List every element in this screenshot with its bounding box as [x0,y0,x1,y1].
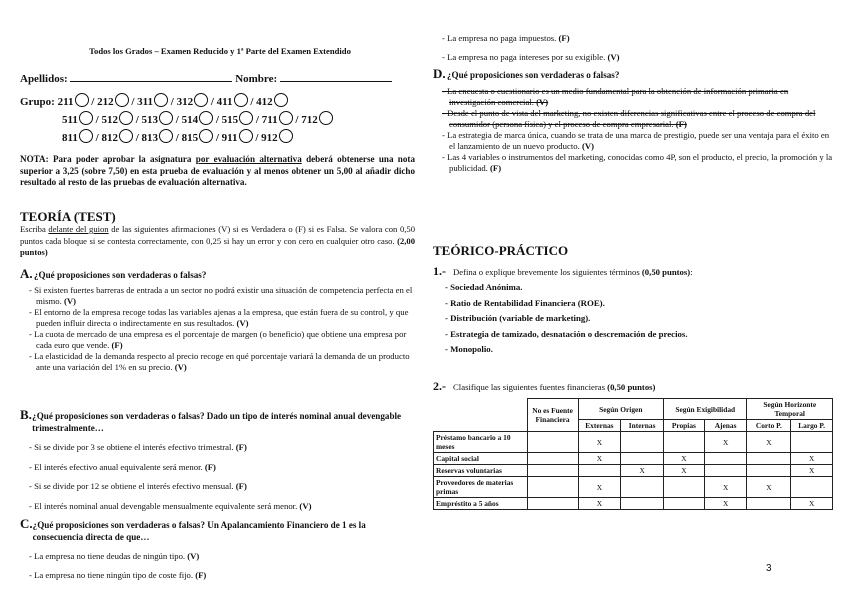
statement-item: - La encuesta o cuestionario es un medio fundamental para la obtención de información primaria en investigación comercial. (V) [442,86,789,107]
section-question: ¿Qué proposiciones son verdaderas o falsas? [34,270,207,280]
answer-mark: (V) [299,500,312,511]
section-letter: B. [20,407,32,422]
table-cell: X [704,432,747,453]
group-code: 212 [97,96,114,108]
answer-mark: (V) [536,97,549,107]
separator: / [128,96,138,108]
header-no-es-fuente: No es Fuente Financiera [527,399,578,432]
grupo-row-1 [20,93,288,108]
group-code: 811 [62,132,78,144]
question-number: 2.- [433,379,446,393]
statement-item: - La elasticidad de la demanda respecto al precio recoge en qué porcentaje variará la demanda de un producto ante una variación del 1% en su precio. (V) [29,351,410,372]
group-checkbox[interactable] [79,111,93,125]
table-cell [527,432,578,453]
group-checkbox[interactable] [319,111,333,125]
section-d-items [433,86,833,174]
statement-item: - La cuota de mercado de una empresa es el porcentaje de margen (o beneficio) que obtiene una empresa por cada euro que vende. (F) [29,329,407,350]
answer-mark: (V) [607,52,620,62]
apellidos-line [20,73,392,85]
subheader-cell: Ajenas [704,420,747,432]
table-cell: X [791,498,833,510]
table-cell [704,453,747,465]
teorico-practico-heading: TEÓRICO-PRÁCTICO [433,243,569,258]
grupo-label: Grupo: [20,96,55,108]
group-options-row-2 [62,114,333,126]
table-cell: X [664,453,705,465]
table-cell [578,465,621,477]
table-cell: X [621,465,664,477]
table-row [434,453,833,465]
group-checkbox[interactable] [279,129,293,143]
group-code: 312 [176,96,194,108]
group-checkbox[interactable] [75,93,89,107]
answer-mark: (F) [675,119,687,129]
term-item: - Sociedad Anónima. [445,282,523,292]
section-question: ¿Qué proposiciones son verdaderas o falsas? [447,70,620,80]
group-checkbox[interactable] [279,111,293,125]
answer-mark: (V) [64,296,77,306]
table-cell [664,477,705,498]
statement-item: - El entorno de la empresa recoge todas las variables ajenas a la empresa, que están fuera de su control, y que pueden influir directa o indirectamente en sus resultados. (V) [29,307,409,328]
group-code: 712 [301,114,318,126]
term-item: - Monopolio. [445,344,493,354]
section-letter: A. [20,266,33,281]
group-checkbox[interactable] [115,93,129,107]
group-options-row-1 [58,96,288,108]
separator: / [92,114,102,126]
table-body [434,432,833,510]
group-checkbox[interactable] [274,93,288,107]
nombre-label: Nombre: [235,73,278,85]
header-origen: Según Origen [578,399,664,420]
group-code: 515 [221,114,239,126]
terms-list [433,280,833,358]
statement-item: - La estrategia de marca única, cuando se trata de una marca de prestigio, puede ser una ventaja para el éxito en el lanzamiento de un nuevo producto. (V) [442,130,830,151]
group-code: 412 [256,96,273,108]
separator: / [92,132,102,144]
group-checkbox[interactable] [159,129,173,143]
section-letter: D. [433,66,446,81]
table-cell: X [791,453,833,465]
section-question: ¿Qué proposiciones son verdaderas o falsas? Un Apalancamiento Financiero de 1 es la consecuencia directa de que… [32,520,366,542]
statement-item: - La empresa no tiene deudas de ningún tipo. (V) [29,551,200,561]
apellidos-field[interactable] [70,81,232,82]
table-cell [527,498,578,510]
group-options-row-3 [62,132,293,144]
question-1: 1.- Defina o explique brevemente los siguientes términos (0,50 puntos): - Sociedad Anónima. - Ratio de Rentabilidad Financiera (ROE). - Distribución (variable de marketing). - Estrategia de tamizado, desnatación o descremación de precios. - Monopolio. [433,264,833,358]
table-cell: X [578,453,621,465]
section-question: ¿Qué proposiciones son verdaderas o falsas? Dado un tipo de interés nominal anual devengable trimestralmente… [32,411,402,433]
section-a-items [20,285,416,373]
page-number: 3 [766,563,772,574]
exam-header: Todos los Grados – Examen Reducido y 1ª Parte del Examen Extendido [89,46,351,56]
term-item: - Distribución (variable de marketing). [445,313,591,323]
header-horizonte: Según Horizonte Temporal [747,399,833,420]
section-c-items [20,547,416,585]
group-code: 311 [137,96,154,108]
answer-mark: (F) [111,340,123,350]
separator: / [208,96,217,108]
teoria-intro: Escriba delante del guion de las siguientes afirmaciones (V) si es Verdadera o (F) si es Falsa. Se valora con 0,50 puntos cada bloque si se contesta correctamente, con 0,25 si hay un error y con cero en cualquier otro caso. (2,00 puntos) [20,224,415,257]
question-number: 1.- [433,264,446,278]
answer-mark: (F) [195,570,207,580]
answer-mark: (F) [235,442,247,452]
answer-mark: (F) [558,33,570,43]
separator: / [213,114,222,126]
answer-mark: (F) [490,163,502,173]
table-cell: X [664,465,705,477]
group-checkbox[interactable] [239,129,253,143]
group-checkbox[interactable] [119,111,133,125]
statement-item: - Si se divide por 12 se obtiene el interés efectivo mensual. (F) [29,481,247,491]
group-code: 514 [181,114,199,126]
table-cell: X [747,432,791,453]
table-cell: X [791,465,833,477]
grupo-row-2 [62,111,333,126]
table-cell: X [578,477,621,498]
table-cell [747,498,791,510]
group-code: 511 [62,114,78,126]
group-checkbox[interactable] [194,93,208,107]
answer-mark: (V) [581,141,594,151]
statement-item: - Desde el punto de vista del marketing, no existen diferencias significativas entre el proceso de compra del consumidor (persona física) y el proceso de compra empresarial. (F) [442,108,816,129]
table-cell: X [704,498,747,510]
table-cell [791,477,833,498]
answer-mark: (V) [236,318,249,328]
header-exigibilidad: Según Exigibilidad [664,399,747,420]
separator: / [292,114,302,126]
table-cell [664,432,705,453]
table-cell [621,498,664,510]
group-code: 812 [101,132,118,144]
group-checkbox[interactable] [159,111,173,125]
table-cell [621,432,664,453]
row-label: Préstamo bancario a 10 meses [434,432,528,453]
group-code: 711 [261,114,278,126]
separator: / [168,96,177,108]
nombre-field[interactable] [280,81,392,82]
table-cell [664,498,705,510]
row-label: Proveedores de materias primas [434,477,528,498]
question-2: 2.- Clasifique las siguientes fuentes financieras (0,50 puntos) [433,379,656,393]
table-cell [747,453,791,465]
teoria-heading: TEORÍA (TEST) [20,209,116,224]
separator: / [213,132,222,144]
separator: / [247,96,257,108]
group-code: 512 [101,114,118,126]
table-cell [527,465,578,477]
statement-item: - Si se divide por 3 se obtiene el interés efectivo trimestral. (F) [29,442,247,452]
answer-mark: (F) [235,481,247,491]
section-b [20,407,416,516]
table-row [434,498,833,510]
separator: / [252,132,262,144]
answer-mark: (V) [187,551,200,561]
statement-item: - La empresa no paga impuestos. (F) [442,33,570,43]
group-code: 813 [141,132,159,144]
statement-item: - El interés nominal anual devengable mensualmente equivalente será menor. (V) [29,500,312,511]
separator: / [173,114,182,126]
table-cell [621,453,664,465]
separator: / [132,114,142,126]
term-item: - Estrategia de tamizado, desnatación o descremación de precios. [445,328,688,339]
section-b-items [20,438,416,516]
answer-mark: (V) [174,362,187,372]
table-row [434,432,833,453]
group-checkbox[interactable] [199,129,213,143]
group-code: 912 [261,132,278,144]
separator: / [132,132,142,144]
table-cell [704,465,747,477]
table-cell [747,465,791,477]
separator: / [88,96,98,108]
group-checkbox[interactable] [119,129,133,143]
financing-sources-table [433,398,833,510]
subheader-cell: Internas [621,420,664,432]
row-label: Empréstito a 5 años [434,498,528,510]
group-code: 411 [216,96,233,108]
table-cell: X [704,477,747,498]
separator: / [173,132,182,144]
group-checkbox[interactable] [154,93,168,107]
table-cell: X [578,498,621,510]
group-checkbox[interactable] [239,111,253,125]
nota-paragraph: NOTA: Para poder aprobar la asignatura por evaluación alternativa deberá obtenerse una nota superior a 3,25 (sobre 7,50) en esta prueba de evaluación y al menos obtener un 5,00 al añadir dicho resultado al resto de las pruebas de evaluación alternativa. [20,154,415,187]
statement-item: - Las 4 variables o instrumentos del marketing, conocidas como 4P, son el producto, el precio, la promoción y la publicidad. (F) [442,152,833,173]
statement-item: - Si existen fuertes barreras de entrada a un sector no podrá existir una situación de competencia perfecta en el mismo. (V) [29,285,413,306]
group-checkbox[interactable] [234,93,248,107]
subheader-cell: Corto P. [747,420,791,432]
statement-item: - La empresa no paga intereses por su exigible. (V) [442,52,620,62]
section-d [433,66,833,174]
table-row [434,477,833,498]
group-checkbox[interactable] [79,129,93,143]
row-label: Capital social [434,453,528,465]
grupo-row-3 [20,129,293,144]
section-c [20,516,416,585]
term-item: - Ratio de Rentabilidad Financiera (ROE). [445,297,605,308]
group-code: 513 [141,114,159,126]
statement-item: - El interés efectivo anual equivalente será menor. (F) [29,461,216,472]
table-row [434,465,833,477]
group-code: 911 [221,132,238,144]
subheader-cell: Propias [664,420,705,432]
separator: / [253,114,262,126]
answer-mark: (F) [204,461,216,472]
section-c-items-continued [433,29,829,67]
subheader-cell: Largo P. [791,420,833,432]
section-a [20,266,416,373]
table-cell: X [578,432,621,453]
section-letter: C. [20,516,33,531]
group-checkbox[interactable] [199,111,213,125]
table-cell [527,477,578,498]
table-cell [527,453,578,465]
statement-item: - La empresa no tiene ningún tipo de coste fijo. (F) [29,570,207,580]
apellidos-label: Apellidos: [20,73,68,85]
table-cell: X [747,477,791,498]
table-cell [791,432,833,453]
subheader-cell: Externas [578,420,621,432]
group-code: 815 [181,132,199,144]
table-cell [621,477,664,498]
row-label: Reservas voluntarias [434,465,528,477]
group-code: 211 [57,96,74,108]
